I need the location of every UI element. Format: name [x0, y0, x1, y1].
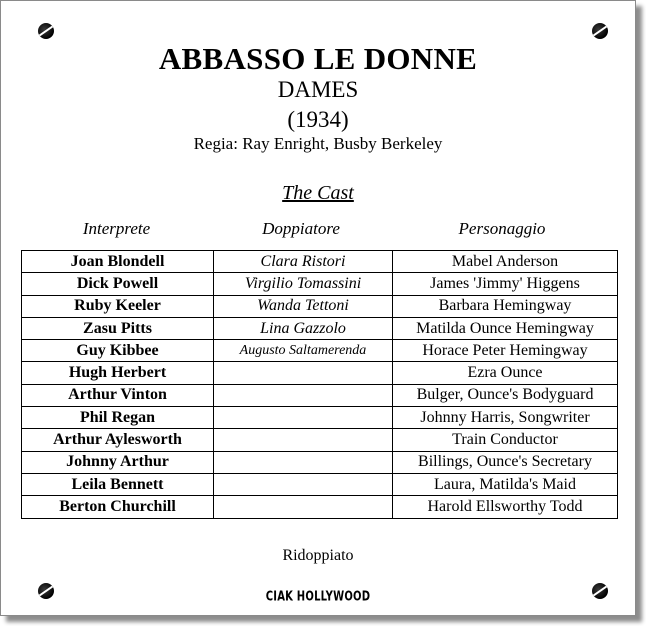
role-cell: Johnny Harris, Songwriter: [393, 407, 618, 429]
cast-table: [21, 250, 618, 519]
table-row: [22, 362, 618, 384]
table-row: [22, 251, 618, 273]
dubber-cell: Wanda Tettoni: [214, 295, 393, 317]
dubber-cell: [214, 451, 393, 473]
column-header-actor: Interprete: [82, 219, 151, 238]
actor-cell: Johnny Arthur: [22, 451, 214, 473]
table-row: [22, 473, 618, 495]
redub-note: Ridoppiato: [282, 547, 354, 564]
director-credit: Regia: Ray Enright, Busby Berkeley: [193, 134, 443, 153]
role-cell: Matilda Ounce Hemingway: [393, 317, 618, 339]
dubber-cell: Augusto Saltamerenda: [214, 340, 393, 362]
actor-cell: Leila Bennett: [22, 473, 214, 495]
actor-cell: Arthur Aylesworth: [22, 429, 214, 451]
role-cell: Mabel Anderson: [393, 251, 618, 273]
column-header-role: Personaggio: [458, 219, 546, 238]
actor-cell: Zasu Pitts: [22, 317, 214, 339]
release-year: (1934): [287, 107, 349, 132]
section-title: The Cast: [282, 182, 354, 204]
screw-icon: [592, 23, 608, 39]
actor-cell: Berton Churchill: [22, 496, 214, 518]
screw-icon: [38, 23, 54, 39]
actor-cell: Hugh Herbert: [22, 362, 214, 384]
dubber-cell: Clara Ristori: [214, 251, 393, 273]
table-row: [22, 407, 618, 429]
dubber-cell: [214, 473, 393, 495]
role-cell: Horace Peter Hemingway: [393, 340, 618, 362]
actor-cell: Dick Powell: [22, 273, 214, 295]
actor-cell: Guy Kibbee: [22, 340, 214, 362]
role-cell: Harold Ellsworthy Todd: [393, 496, 618, 518]
dubber-cell: [214, 496, 393, 518]
table-row: [22, 295, 618, 317]
column-header-dubber: Doppiatore: [262, 219, 340, 238]
role-cell: Barbara Hemingway: [393, 295, 618, 317]
actor-cell: Phil Regan: [22, 407, 214, 429]
dubber-cell: Virgilio Tomassini: [214, 273, 393, 295]
dubber-cell: Lina Gazzolo: [214, 317, 393, 339]
logo: CIAK HOLLYWOOD: [265, 590, 371, 605]
table-row: [22, 340, 618, 362]
page-title: ABBASSO LE DONNE: [158, 41, 478, 76]
actor-cell: Joan Blondell: [22, 251, 214, 273]
table-row: [22, 496, 618, 518]
table-row: [22, 429, 618, 451]
dubber-cell: [214, 407, 393, 429]
role-cell: James 'Jimmy' Higgens: [393, 273, 618, 295]
actor-cell: Arthur Vinton: [22, 384, 214, 406]
dubber-cell: [214, 362, 393, 384]
table-row: [22, 384, 618, 406]
role-cell: Ezra Ounce: [393, 362, 618, 384]
role-cell: Bulger, Ounce's Bodyguard: [393, 384, 618, 406]
table-row: [22, 273, 618, 295]
role-cell: Billings, Ounce's Secretary: [393, 451, 618, 473]
role-cell: Train Conductor: [393, 429, 618, 451]
table-row: [22, 451, 618, 473]
original-title: DAMES: [277, 77, 359, 102]
actor-cell: Ruby Keeler: [22, 295, 214, 317]
dubber-cell: [214, 429, 393, 451]
table-row: [22, 317, 618, 339]
dubber-cell: [214, 384, 393, 406]
role-cell: Laura, Matilda's Maid: [393, 473, 618, 495]
